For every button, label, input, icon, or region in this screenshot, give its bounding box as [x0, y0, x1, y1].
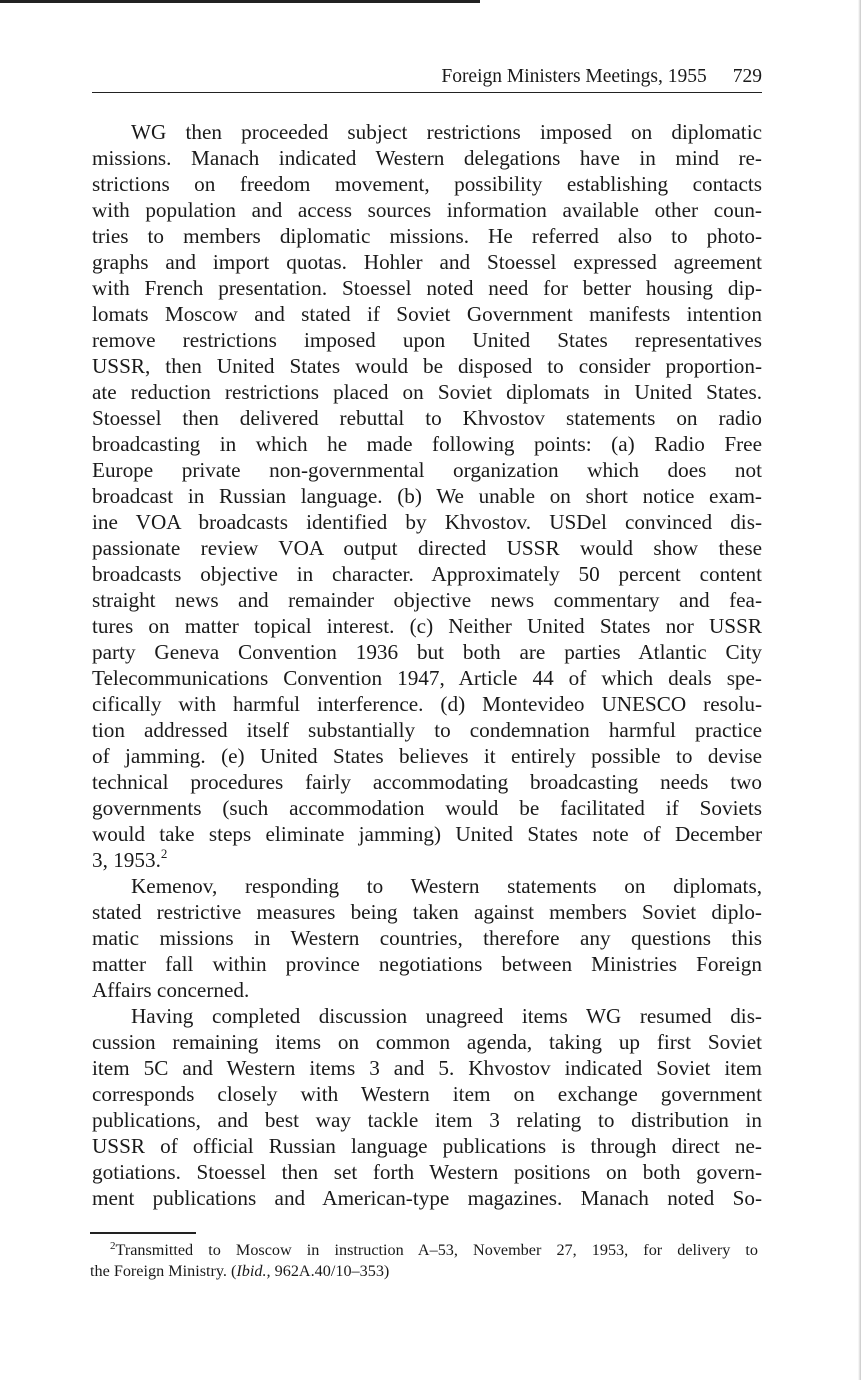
text-line: Telecommunications Convention 1947, Article 44 of which deals spe- [92, 666, 762, 690]
header-title: Foreign Ministers Meetings, 1955 [441, 66, 707, 87]
text-line: broadcast in Russian language. (b) We unable on short notice exam- [92, 484, 762, 508]
paragraph-2 [92, 873, 762, 1003]
text-line: with population and access sources information available other coun- [92, 198, 762, 222]
text-line: Kemenov, responding to Western statements on diplomats, [131, 874, 762, 898]
footnote-line-2 [90, 1261, 758, 1282]
text-line: tion addressed itself substantially to condemnation harmful practice [92, 718, 762, 742]
text-line: governments (such accommodation would be facilitated if Soviets [92, 796, 762, 820]
footnote [90, 1240, 758, 1282]
text-line: remove restrictions imposed upon United States representatives [92, 328, 762, 352]
running-header [92, 62, 762, 93]
text-line: passionate review VOA output directed USSR would show these [92, 536, 762, 560]
text-line: USSR, then United States would be disposed to consider proportion- [92, 354, 762, 378]
text-line: graphs and import quotas. Hohler and Stoessel expressed agreement [92, 250, 762, 274]
page-number: 729 [732, 66, 762, 87]
footnote-text: the Foreign Ministry. ( [90, 1262, 237, 1280]
text-line: WG then proceeded subject restrictions imposed on diplomatic [131, 120, 762, 144]
text-line: Having completed discussion unagreed items WG resumed dis- [131, 1004, 762, 1028]
text-line: broadcasts objective in character. Approximately 50 percent content [92, 562, 762, 586]
text-line: ate reduction restrictions placed on Soviet diplomats in United States. [92, 380, 762, 404]
text-line: party Geneva Convention 1936 but both are parties Atlantic City [92, 640, 762, 664]
text-line: gotiations. Stoessel then set forth Western positions on both govern- [92, 1160, 762, 1184]
text-line: ine VOA broadcasts identified by Khvostov. USDel convinced dis- [92, 510, 762, 534]
text-line: missions. Manach indicated Western delegations have in mind re- [92, 146, 762, 170]
text-line: USSR of official Russian language publications is through direct ne- [92, 1134, 762, 1158]
footnote-line-1 [90, 1240, 758, 1261]
text-line: with French presentation. Stoessel noted need for better housing dip- [92, 276, 762, 300]
text-line: of jamming. (e) United States believes it entirely possible to devise [92, 744, 762, 768]
text-line-last: Affairs concerned. [92, 978, 250, 1002]
text-line: straight news and remainder objective news commentary and fea- [92, 588, 762, 612]
text-line: ment publications and American-type magazines. Manach noted So- [92, 1186, 762, 1210]
text-line: tures on matter topical interest. (c) Neither United States nor USSR [92, 614, 762, 638]
footnote-marker: 2 [110, 1240, 116, 1252]
text-line: corresponds closely with Western item on exchange government [92, 1082, 762, 1106]
text-line: cifically with harmful interference. (d) Montevideo UNESCO resolu- [92, 692, 762, 716]
footnote-divider [90, 1232, 196, 1234]
text-line: matter fall within province negotiations between Ministries Foreign [92, 952, 762, 976]
text-line: strictions on freedom movement, possibility establishing contacts [92, 172, 762, 196]
footnote-text: 962A.40/10–353) [270, 1262, 390, 1280]
footnote-reference: 2 [160, 846, 168, 861]
text-line: Stoessel then delivered rebuttal to Khvostov statements on radio [92, 406, 762, 430]
text-line: broadcasting in which he made following points: (a) Radio Free [92, 432, 762, 456]
text-line: item 5C and Western items 3 and 5. Khvostov indicated Soviet item [92, 1056, 762, 1080]
text-line: technical procedures fairly accommodating broadcasting needs two [92, 770, 762, 794]
paragraph-1 [92, 119, 762, 873]
body-text [92, 119, 762, 1211]
text-line: would take steps eliminate jamming) United States note of December [92, 822, 762, 846]
text-fragment: 3, 1953. [92, 848, 161, 872]
text-line: lomats Moscow and stated if Soviet Government manifests intention [92, 302, 762, 326]
text-line: publications, and best way tackle item 3 relating to distribution in [92, 1108, 762, 1132]
text-line: stated restrictive measures being taken against members Soviet diplo- [92, 900, 762, 924]
text-line: cussion remaining items on common agenda, taking up first Soviet [92, 1030, 762, 1054]
top-edge-rule [0, 0, 480, 3]
footnote-ibid: Ibid., [236, 1262, 271, 1280]
text-line: Europe private non-governmental organization which does not [92, 458, 762, 482]
text-line: matic missions in Western countries, therefore any questions this [92, 926, 762, 950]
text-line-last [92, 847, 762, 873]
paragraph-3 [92, 1003, 762, 1211]
text-line: tries to members diplomatic missions. He referred also to photo- [92, 224, 762, 248]
footnote-text: Transmitted to Moscow in instruction A–53, November 27, 1953, for delivery to [115, 1241, 758, 1259]
